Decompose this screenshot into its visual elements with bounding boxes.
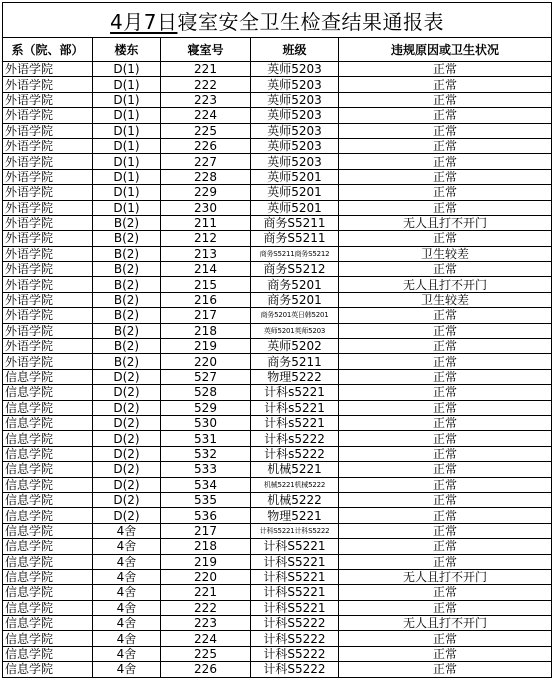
- class-cell: 计科s5221: [251, 385, 339, 400]
- department-cell: 信息学院: [3, 662, 93, 677]
- status-cell: 正常: [339, 77, 552, 92]
- status-cell: 正常: [339, 539, 552, 554]
- status-cell: 正常: [339, 631, 552, 646]
- building-cell: B(2): [93, 215, 161, 230]
- table-row: [3, 400, 552, 415]
- class-cell: 商务5201: [251, 277, 339, 292]
- room-cell: 226: [161, 138, 251, 153]
- department-cell: 外语学院: [3, 308, 93, 323]
- department-cell: 信息学院: [3, 646, 93, 661]
- table-row: [3, 262, 552, 277]
- building-cell: D(2): [93, 369, 161, 384]
- building-cell: B(2): [93, 292, 161, 307]
- room-cell: 222: [161, 600, 251, 615]
- class-cell: 英师5203: [251, 123, 339, 138]
- department-cell: 信息学院: [3, 554, 93, 569]
- department-cell: 信息学院: [3, 600, 93, 615]
- department-cell: 外语学院: [3, 323, 93, 338]
- room-cell: 223: [161, 616, 251, 631]
- department-cell: 外语学院: [3, 277, 93, 292]
- building-cell: D(2): [93, 431, 161, 446]
- status-cell: 无人且打不开门: [339, 277, 552, 292]
- status-cell: 正常: [339, 662, 552, 677]
- header-building: 楼东: [93, 38, 161, 62]
- class-cell: 英师5203: [251, 92, 339, 107]
- report-title: [3, 3, 552, 38]
- status-cell: 正常: [339, 462, 552, 477]
- department-cell: 外语学院: [3, 92, 93, 107]
- table-row: [3, 662, 552, 677]
- table-row: [3, 200, 552, 215]
- table-row: [3, 415, 552, 430]
- building-cell: B(2): [93, 246, 161, 261]
- building-cell: B(2): [93, 231, 161, 246]
- room-cell: 214: [161, 262, 251, 277]
- class-cell: 英师5201: [251, 185, 339, 200]
- class-cell: 计科S5222: [251, 631, 339, 646]
- class-cell: 英师5203: [251, 138, 339, 153]
- building-cell: 4舍: [93, 600, 161, 615]
- status-cell: 正常: [339, 431, 552, 446]
- status-cell: 正常: [339, 477, 552, 492]
- department-cell: 外语学院: [3, 62, 93, 77]
- room-cell: 223: [161, 92, 251, 107]
- building-cell: D(2): [93, 492, 161, 507]
- class-cell: 物理5222: [251, 369, 339, 384]
- table-row: [3, 246, 552, 261]
- room-cell: 226: [161, 662, 251, 677]
- building-cell: D(1): [93, 123, 161, 138]
- class-cell: 商务S5211: [251, 231, 339, 246]
- class-cell: 计科S5221: [251, 600, 339, 615]
- table-row: [3, 308, 552, 323]
- class-cell: 商务5201: [251, 292, 339, 307]
- department-cell: 信息学院: [3, 446, 93, 461]
- building-cell: 4舍: [93, 662, 161, 677]
- class-cell: 计科S5221: [251, 554, 339, 569]
- room-cell: 530: [161, 415, 251, 430]
- building-cell: D(2): [93, 508, 161, 523]
- class-cell: 计科s5221: [251, 415, 339, 430]
- building-cell: D(1): [93, 92, 161, 107]
- building-cell: D(1): [93, 185, 161, 200]
- class-cell: 英师5201: [251, 200, 339, 215]
- table-row: [3, 462, 552, 477]
- department-cell: 信息学院: [3, 569, 93, 584]
- table-row: [3, 292, 552, 307]
- room-cell: 211: [161, 215, 251, 230]
- building-cell: D(2): [93, 477, 161, 492]
- building-cell: B(2): [93, 323, 161, 338]
- building-cell: D(1): [93, 200, 161, 215]
- room-cell: 535: [161, 492, 251, 507]
- table-row: [3, 585, 552, 600]
- class-cell: 计科S5221计科S5222: [251, 523, 339, 538]
- room-cell: 217: [161, 308, 251, 323]
- room-cell: 534: [161, 477, 251, 492]
- building-cell: 4舍: [93, 523, 161, 538]
- department-cell: 信息学院: [3, 492, 93, 507]
- department-cell: 外语学院: [3, 339, 93, 354]
- table-row: [3, 446, 552, 461]
- header-class: 班级: [251, 38, 339, 62]
- building-cell: D(1): [93, 62, 161, 77]
- room-cell: 527: [161, 369, 251, 384]
- building-cell: B(2): [93, 339, 161, 354]
- title-text: 寝室安全卫生检查结果通报表: [177, 9, 444, 34]
- department-cell: 外语学院: [3, 108, 93, 123]
- room-cell: 217: [161, 523, 251, 538]
- table-row: [3, 77, 552, 92]
- table-row: [3, 646, 552, 661]
- status-cell: 正常: [339, 138, 552, 153]
- class-cell: 计科S5222: [251, 616, 339, 631]
- building-cell: B(2): [93, 354, 161, 369]
- class-cell: 机械5221机械5222: [251, 477, 339, 492]
- table-row: [3, 185, 552, 200]
- room-cell: 536: [161, 508, 251, 523]
- status-cell: 正常: [339, 600, 552, 615]
- table-row: [3, 569, 552, 584]
- status-cell: 正常: [339, 231, 552, 246]
- building-cell: D(2): [93, 400, 161, 415]
- report-sheet: [2, 2, 551, 678]
- building-cell: B(2): [93, 262, 161, 277]
- class-cell: 商务S5211: [251, 215, 339, 230]
- table-row: [3, 231, 552, 246]
- class-cell: 英师5201: [251, 169, 339, 184]
- table-row: [3, 92, 552, 107]
- room-cell: 531: [161, 431, 251, 446]
- status-cell: 正常: [339, 508, 552, 523]
- class-cell: 机械5222: [251, 492, 339, 507]
- class-cell: 商务S5211商务S5212: [251, 246, 339, 261]
- building-cell: 4舍: [93, 539, 161, 554]
- room-cell: 227: [161, 154, 251, 169]
- status-cell: 正常: [339, 354, 552, 369]
- status-cell: 正常: [339, 62, 552, 77]
- building-cell: 4舍: [93, 585, 161, 600]
- class-cell: 英师5201英师5203: [251, 323, 339, 338]
- room-cell: 533: [161, 462, 251, 477]
- class-cell: 计科S5221: [251, 585, 339, 600]
- table-row: [3, 508, 552, 523]
- building-cell: B(2): [93, 308, 161, 323]
- department-cell: 信息学院: [3, 400, 93, 415]
- room-cell: 212: [161, 231, 251, 246]
- status-cell: 正常: [339, 369, 552, 384]
- status-cell: 正常: [339, 492, 552, 507]
- class-cell: 英师5203: [251, 77, 339, 92]
- department-cell: 信息学院: [3, 585, 93, 600]
- class-cell: 英师5203: [251, 154, 339, 169]
- department-cell: 外语学院: [3, 169, 93, 184]
- department-cell: 信息学院: [3, 477, 93, 492]
- table-row: [3, 123, 552, 138]
- department-cell: 信息学院: [3, 385, 93, 400]
- table-row: [3, 523, 552, 538]
- table-row: [3, 600, 552, 615]
- room-cell: 219: [161, 554, 251, 569]
- status-cell: 无人且打不开门: [339, 616, 552, 631]
- department-cell: 信息学院: [3, 431, 93, 446]
- status-cell: 正常: [339, 200, 552, 215]
- header-row: [3, 38, 552, 62]
- class-cell: 计科S5222: [251, 662, 339, 677]
- table-row: [3, 323, 552, 338]
- department-cell: 信息学院: [3, 539, 93, 554]
- class-cell: 商务5201英日韩5201: [251, 308, 339, 323]
- room-cell: 216: [161, 292, 251, 307]
- table-row: [3, 616, 552, 631]
- department-cell: 信息学院: [3, 508, 93, 523]
- table-row: [3, 138, 552, 153]
- table-row: [3, 215, 552, 230]
- status-cell: 正常: [339, 339, 552, 354]
- room-cell: 221: [161, 585, 251, 600]
- building-cell: 4舍: [93, 646, 161, 661]
- room-cell: 230: [161, 200, 251, 215]
- table-row: [3, 108, 552, 123]
- table-row: [3, 431, 552, 446]
- status-cell: 卫生较差: [339, 246, 552, 261]
- department-cell: 外语学院: [3, 262, 93, 277]
- building-cell: D(1): [93, 154, 161, 169]
- status-cell: 正常: [339, 123, 552, 138]
- building-cell: 4舍: [93, 616, 161, 631]
- header-room: 寝室号: [161, 38, 251, 62]
- table-body: [3, 62, 552, 678]
- class-cell: 机械5221: [251, 462, 339, 477]
- building-cell: D(2): [93, 446, 161, 461]
- room-cell: 222: [161, 77, 251, 92]
- status-cell: 正常: [339, 154, 552, 169]
- department-cell: 外语学院: [3, 138, 93, 153]
- status-cell: 正常: [339, 108, 552, 123]
- room-cell: 220: [161, 569, 251, 584]
- class-cell: 计科S5222: [251, 646, 339, 661]
- status-cell: 正常: [339, 446, 552, 461]
- department-cell: 外语学院: [3, 200, 93, 215]
- table-row: [3, 554, 552, 569]
- building-cell: D(2): [93, 462, 161, 477]
- building-cell: 4舍: [93, 631, 161, 646]
- building-cell: D(1): [93, 77, 161, 92]
- table-row: [3, 477, 552, 492]
- header-status: 违规原因或卫生状况: [339, 38, 552, 62]
- department-cell: 外语学院: [3, 185, 93, 200]
- status-cell: 正常: [339, 415, 552, 430]
- room-cell: 218: [161, 539, 251, 554]
- room-cell: 220: [161, 354, 251, 369]
- building-cell: B(2): [93, 277, 161, 292]
- room-cell: 213: [161, 246, 251, 261]
- department-cell: 信息学院: [3, 462, 93, 477]
- room-cell: 224: [161, 631, 251, 646]
- building-cell: D(2): [93, 415, 161, 430]
- table-row: [3, 277, 552, 292]
- department-cell: 外语学院: [3, 123, 93, 138]
- table-row: [3, 62, 552, 77]
- room-cell: 225: [161, 123, 251, 138]
- status-cell: 正常: [339, 646, 552, 661]
- class-cell: 英师5203: [251, 62, 339, 77]
- department-cell: 信息学院: [3, 369, 93, 384]
- department-cell: 信息学院: [3, 415, 93, 430]
- table-row: [3, 369, 552, 384]
- room-cell: 219: [161, 339, 251, 354]
- status-cell: 正常: [339, 554, 552, 569]
- building-cell: D(1): [93, 169, 161, 184]
- building-cell: D(1): [93, 138, 161, 153]
- class-cell: 计科s5221: [251, 400, 339, 415]
- department-cell: 外语学院: [3, 246, 93, 261]
- room-cell: 532: [161, 446, 251, 461]
- department-cell: 外语学院: [3, 154, 93, 169]
- table-row: [3, 492, 552, 507]
- room-cell: 218: [161, 323, 251, 338]
- department-cell: 信息学院: [3, 631, 93, 646]
- room-cell: 224: [161, 108, 251, 123]
- table-row: [3, 631, 552, 646]
- class-cell: 物理5221: [251, 508, 339, 523]
- room-cell: 228: [161, 169, 251, 184]
- status-cell: 正常: [339, 169, 552, 184]
- status-cell: 正常: [339, 400, 552, 415]
- department-cell: 信息学院: [3, 616, 93, 631]
- building-cell: D(2): [93, 385, 161, 400]
- title-date: 4月7日: [110, 9, 178, 34]
- status-cell: 无人且打不开门: [339, 215, 552, 230]
- room-cell: 528: [161, 385, 251, 400]
- room-cell: 229: [161, 185, 251, 200]
- department-cell: 外语学院: [3, 231, 93, 246]
- status-cell: 无人且打不开门: [339, 569, 552, 584]
- status-cell: 正常: [339, 308, 552, 323]
- class-cell: 英师5203: [251, 108, 339, 123]
- status-cell: 正常: [339, 323, 552, 338]
- table-row: [3, 539, 552, 554]
- status-cell: 正常: [339, 262, 552, 277]
- table-row: [3, 354, 552, 369]
- class-cell: 商务5211: [251, 354, 339, 369]
- table-row: [3, 385, 552, 400]
- department-cell: 信息学院: [3, 523, 93, 538]
- department-cell: 外语学院: [3, 77, 93, 92]
- department-cell: 外语学院: [3, 354, 93, 369]
- room-cell: 215: [161, 277, 251, 292]
- header-department: 系（院、部）: [3, 38, 93, 62]
- status-cell: 正常: [339, 385, 552, 400]
- table-row: [3, 169, 552, 184]
- class-cell: 计科S5221: [251, 539, 339, 554]
- room-cell: 225: [161, 646, 251, 661]
- status-cell: 正常: [339, 92, 552, 107]
- status-cell: 卫生较差: [339, 292, 552, 307]
- table-row: [3, 339, 552, 354]
- room-cell: 221: [161, 62, 251, 77]
- status-cell: 正常: [339, 585, 552, 600]
- class-cell: 计科s5222: [251, 431, 339, 446]
- status-cell: 正常: [339, 185, 552, 200]
- room-cell: 529: [161, 400, 251, 415]
- class-cell: 计科S5221: [251, 569, 339, 584]
- status-cell: 正常: [339, 523, 552, 538]
- department-cell: 外语学院: [3, 292, 93, 307]
- class-cell: 英师5202: [251, 339, 339, 354]
- class-cell: 商务S5212: [251, 262, 339, 277]
- department-cell: 外语学院: [3, 215, 93, 230]
- building-cell: 4舍: [93, 569, 161, 584]
- building-cell: D(1): [93, 108, 161, 123]
- building-cell: 4舍: [93, 554, 161, 569]
- class-cell: 计科s5222: [251, 446, 339, 461]
- inspection-table: [2, 2, 552, 678]
- table-row: [3, 154, 552, 169]
